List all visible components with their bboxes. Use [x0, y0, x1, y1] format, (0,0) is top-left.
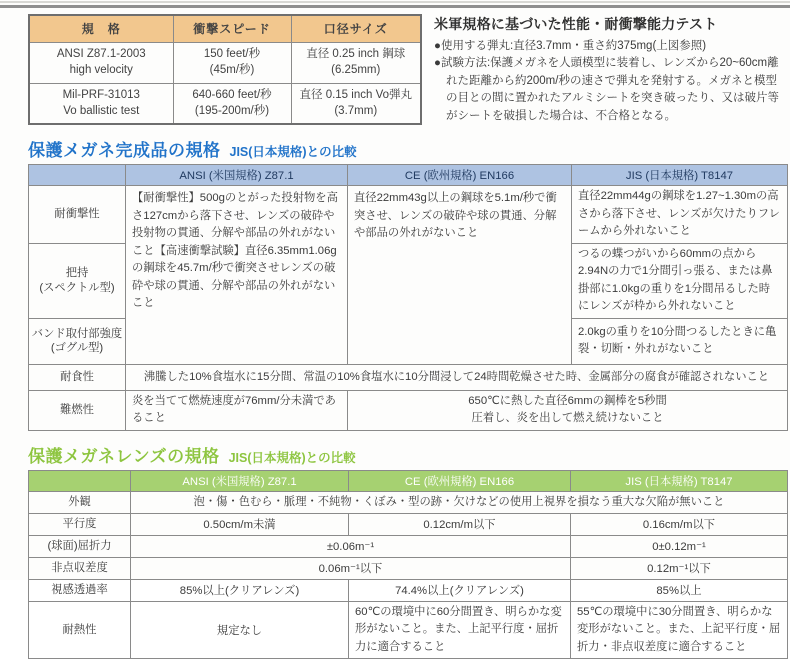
cell-jis-transmittance: 85%以上	[571, 579, 788, 601]
frames-comparison-table	[28, 164, 788, 431]
cell-ce-heat: 60℃の環境中に60分間置き、明らかな変形がないこと。また、上記平行度・屈折力に適合すること	[349, 601, 571, 659]
col-header-ce: CE (欧州規格) EN166	[348, 165, 572, 186]
cell-jis-parallelism: 0.16cm/m以下	[571, 513, 788, 535]
cell-standard: Mil-PRF-31013 Vo ballistic test	[29, 83, 173, 124]
col-header-blank	[29, 165, 126, 186]
table-row-mil	[29, 83, 421, 124]
cell-jis-astigmatism: 0.12m⁻¹以下	[571, 557, 788, 579]
top-section	[28, 0, 787, 125]
cell-ansi-impact: 【耐衝撃性】500gのとがった投射物を高さ127cmから落下させ、レンズの破砕や投射物の貫通、分解や部品の外れがないこと【高速衝撃試験】直径6.35mm1.06gの鋼球を45.7m/秒で衝突させレンズの破砕や球の貫通、分解や部品の外れがないこと	[126, 186, 348, 365]
col-header-impact-speed: 衝撃スピード	[173, 15, 291, 42]
cell-jis-refraction: 0±0.12m⁻¹	[571, 535, 788, 557]
table-row-ansi	[29, 42, 421, 83]
cell-ansi-parallelism: 0.50cm/m未満	[131, 513, 349, 535]
row-astigmatism	[29, 557, 788, 579]
section-subtitle: JIS(日本規格)との比較	[229, 145, 357, 160]
col-header-ansi: ANSI (米国規格) Z87.1	[131, 470, 349, 491]
col-header-blank	[29, 470, 131, 491]
row-label-flame: 難燃性	[29, 390, 126, 430]
cell-appearance-all: 泡・傷・色むら・脈理・不純物・くぼみ・型の跡・欠けなどの使用上視界を損なう重大な欠陥が無いこと	[131, 491, 788, 513]
col-header-standard: 規 格	[29, 15, 173, 42]
lens-comparison-table	[28, 470, 788, 659]
ballistic-spec-table	[28, 14, 422, 125]
frames-header-row	[29, 165, 788, 186]
cell-caliber: 直径 0.25 inch 鋼球 (6.25mm)	[291, 42, 421, 83]
cell-ce-parallelism: 0.12cm/m以下	[349, 513, 571, 535]
row-label-astigmatism: 非点収差度	[29, 557, 131, 579]
section-title: 保護メガネ完成品の規格	[28, 141, 221, 161]
cell-caliber: 直径 0.15 inch Vo弾丸 (3.7mm)	[291, 83, 421, 124]
row-label-band: バンド取付部強度 (ゴグル型)	[29, 318, 126, 364]
row-label-parallelism: 平行度	[29, 513, 131, 535]
cell-corrosion-all: 沸騰した10%食塩水に15分間、常温の10%食塩水に10分間浸して24時間乾燥させた時、金属部分の腐食が確認されないこと	[126, 364, 788, 390]
col-header-ansi: ANSI (米国規格) Z87.1	[126, 165, 348, 186]
cell-speed: 640-660 feet/秒 (195-200m/秒)	[173, 83, 291, 124]
cell-ce-transmittance: 74.4%以上(クリアレンズ)	[349, 579, 571, 601]
section-heading-frames	[28, 136, 787, 161]
row-refractive-power	[29, 535, 788, 557]
cell-ansi-heat: 規定なし	[131, 601, 349, 659]
cell-ansi-flame: 炎を当てて燃焼速度が76mm/分未満であること	[126, 390, 348, 430]
cell-ce-impact: 直径22mm43g以上の鋼球を5.1m/秒で衝突させ、レンズの破砕や球の貫通、分解や部品の外れがないこと	[348, 186, 572, 365]
lens-header-row	[29, 470, 788, 491]
ballistic-header-row	[29, 15, 421, 42]
cell-standard: ANSI Z87.1-2003 high velocity	[29, 42, 173, 83]
military-test-description	[422, 14, 787, 125]
row-corrosion-resistance	[29, 364, 788, 390]
section-title: 保護メガネレンズの規格	[28, 446, 220, 466]
row-impact-resistance	[29, 186, 788, 244]
row-label-transmittance: 視感透過率	[29, 579, 131, 601]
top-divider-light	[0, 1, 790, 3]
row-transmittance	[29, 579, 788, 601]
row-heat-resistance	[29, 601, 788, 659]
cell-ce-jis-flame: 650℃に熱した直径6mmの鋼棒を5秒間 圧着し、炎を出して燃え続けないこと	[348, 390, 788, 430]
row-label-refraction: (球面)屈折力	[29, 535, 131, 557]
cell-jis-band: 2.0kgの重りを10分間つるしたときに亀裂・切断・外れがないこと	[572, 318, 788, 364]
top-divider	[0, 5, 790, 8]
row-label-heat: 耐熱性	[29, 601, 131, 659]
bullet-method: ●試験方法:保護メガネを人頭模型に装着し、レンズから20~60cm離れた距離から約200m/秒の速さで弾丸を発射する。メガネと模型の目との間に置かれたアルミシートを突き破ったり、又は破片等がシートを破損した場合は、不合格となる。	[434, 57, 780, 122]
cell-ansi-ce-refraction: ±0.06m⁻¹	[131, 535, 571, 557]
cell-jis-impact: 直径22mm44gの鋼球を1.27~1.30mの高さから落下させ、レンズが欠けたりフレームから外れないこと	[572, 186, 788, 244]
col-header-caliber-size: 口径サイズ	[291, 15, 421, 42]
cell-jis-heat: 55℃の環境中に30分間置き、明らかな変形がないこと。また、上記平行度・屈折力・非点収差度に適合すること	[571, 601, 788, 659]
section-subtitle: JIS(日本規格)との比較	[228, 450, 356, 465]
row-label-impact: 耐衝撃性	[29, 186, 126, 244]
cell-ansi-transmittance: 85%以上(クリアレンズ)	[131, 579, 349, 601]
cell-ansi-ce-astigmatism: 0.06m⁻¹以下	[131, 557, 571, 579]
col-header-jis: JIS (日本規格) T8147	[571, 470, 788, 491]
row-label-appearance: 外観	[29, 491, 131, 513]
col-header-jis: JIS (日本規格) T8147	[572, 165, 788, 186]
cell-speed: 150 feet/秒 (45m/秒)	[173, 42, 291, 83]
section-heading-lens	[28, 442, 787, 467]
bullet-projectile: ●使用する弾丸:直径3.7mm・重さ約375mg(上図参照)	[434, 40, 707, 52]
row-flame-resistance	[29, 390, 788, 430]
row-parallelism	[29, 513, 788, 535]
cell-jis-grip: つるの蝶つがいから60mmの点から2.94Nの力で1分間引っ張る、または鼻掛部に1.0kgの重りを1分間吊るした時にレンズが枠から外れないこと	[572, 243, 788, 318]
row-label-grip: 把持 (スペクトル型)	[29, 243, 126, 318]
row-appearance	[29, 491, 788, 513]
military-test-title: 米軍規格に基づいた性能・耐衝撃能力テスト	[434, 16, 718, 32]
col-header-ce: CE (欧州規格) EN166	[349, 470, 571, 491]
row-label-corrosion: 耐食性	[29, 364, 126, 390]
